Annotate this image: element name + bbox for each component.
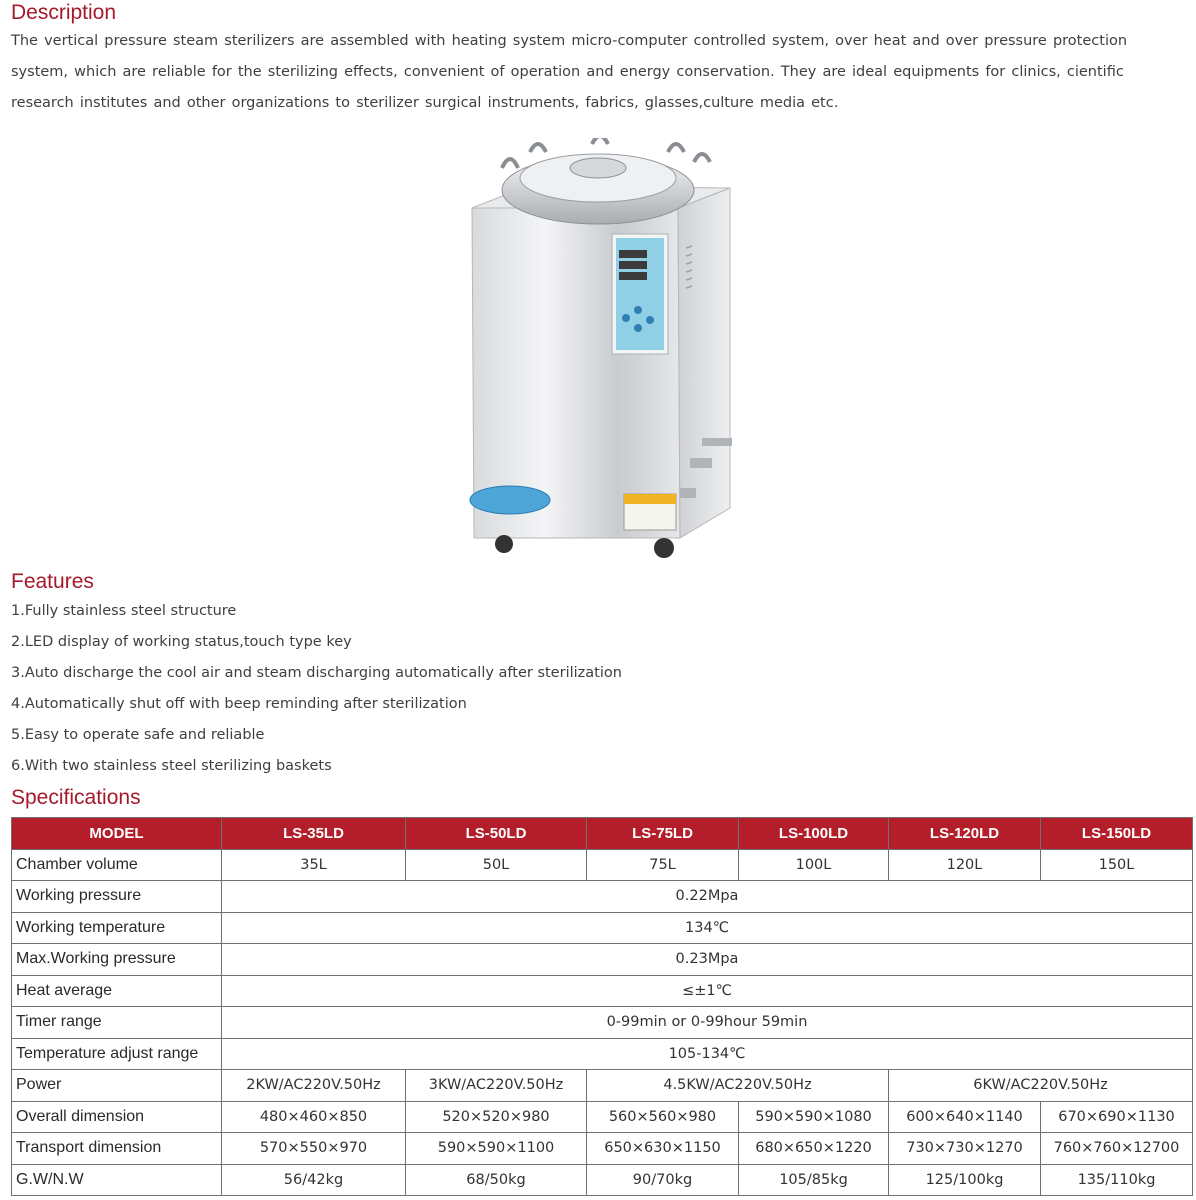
features-heading: Features	[11, 570, 94, 593]
table-cell: 90/70kg	[587, 1164, 739, 1196]
feature-item: 2.LED display of working status,touch type key	[11, 634, 352, 650]
header-cell: LS-150LD	[1041, 818, 1193, 850]
table-cell: 68/50kg	[406, 1164, 587, 1196]
header-cell: LS-75LD	[587, 818, 739, 850]
table-row	[12, 1133, 1193, 1165]
table-cell: 570×550×970	[222, 1133, 406, 1165]
table-cell: 600×640×1140	[889, 1101, 1041, 1133]
row-label: Temperature adjust range	[12, 1038, 222, 1070]
table-cell: 0.22Mpa	[222, 881, 1193, 913]
description-heading: Description	[11, 1, 117, 24]
table-cell: 0.23Mpa	[222, 944, 1193, 976]
table-row	[12, 849, 1193, 881]
table-cell: 590×590×1100	[406, 1133, 587, 1165]
table-cell: 50L	[406, 849, 587, 881]
row-label: Transport dimension	[12, 1133, 222, 1165]
table-row	[12, 881, 1193, 913]
table-cell: 35L	[222, 849, 406, 881]
table-cell: 105-134℃	[222, 1038, 1193, 1070]
table-cell: 680×650×1220	[739, 1133, 889, 1165]
table-header-row	[12, 818, 1193, 850]
table-row	[12, 975, 1193, 1007]
feature-item: 3.Auto discharge the cool air and steam discharging automatically after sterilization	[11, 665, 622, 681]
features-list	[11, 596, 622, 782]
table-cell: 4.5KW/AC220V.50Hz	[587, 1070, 889, 1102]
table-cell: 56/42kg	[222, 1164, 406, 1196]
table-cell: 3KW/AC220V.50Hz	[406, 1070, 587, 1102]
table-cell: 560×560×980	[587, 1101, 739, 1133]
table-cell: 120L	[889, 849, 1041, 881]
feature-item: 1.Fully stainless steel structure	[11, 603, 237, 619]
table-row	[12, 1070, 1193, 1102]
table-cell: 6KW/AC220V.50Hz	[889, 1070, 1193, 1102]
header-cell: LS-35LD	[222, 818, 406, 850]
row-label: Timer range	[12, 1007, 222, 1039]
row-label: Power	[12, 1070, 222, 1102]
header-cell: LS-120LD	[889, 818, 1041, 850]
table-row	[12, 1164, 1193, 1196]
header-cell: MODEL	[12, 818, 222, 850]
specifications-table	[11, 817, 1193, 1196]
table-cell: 730×730×1270	[889, 1133, 1041, 1165]
description-line: research institutes and other organizations to sterilizer surgical instruments, fabrics, glasses,culture media etc.	[11, 95, 839, 111]
table-cell: 590×590×1080	[739, 1101, 889, 1133]
table-cell: ≤±1℃	[222, 975, 1193, 1007]
row-label: Working pressure	[12, 881, 222, 913]
specifications-heading: Specifications	[11, 786, 141, 809]
table-row	[12, 912, 1193, 944]
table-cell: 650×630×1150	[587, 1133, 739, 1165]
table-cell: 520×520×980	[406, 1101, 587, 1133]
row-label: G.W/N.W	[12, 1164, 222, 1196]
feature-item: 5.Easy to operate safe and reliable	[11, 727, 265, 743]
header-cell: LS-100LD	[739, 818, 889, 850]
table-cell: 2KW/AC220V.50Hz	[222, 1070, 406, 1102]
table-cell: 480×460×850	[222, 1101, 406, 1133]
table-cell: 75L	[587, 849, 739, 881]
feature-item: 4.Automatically shut off with beep reminding after sterilization	[11, 696, 467, 712]
row-label: Max.Working pressure	[12, 944, 222, 976]
table-cell: 150L	[1041, 849, 1193, 881]
table-row	[12, 944, 1193, 976]
description-line: The vertical pressure steam sterilizers are assembled with heating system micro-computer controlled system, over heat and over pressure protection	[11, 33, 1128, 49]
description-line: system, which are reliable for the sterilizing effects, convenient of operation and energy conservation. They are ideal equipments for clinics, cientific	[11, 64, 1124, 80]
row-label: Heat average	[12, 975, 222, 1007]
table-cell: 125/100kg	[889, 1164, 1041, 1196]
table-cell: 760×760×12700	[1041, 1133, 1193, 1165]
feature-item: 6.With two stainless steel sterilizing baskets	[11, 758, 332, 774]
table-row	[12, 1101, 1193, 1133]
row-label: Chamber volume	[12, 849, 222, 881]
header-cell: LS-50LD	[406, 818, 587, 850]
table-cell: 670×690×1130	[1041, 1101, 1193, 1133]
table-cell: 0-99min or 0-99hour 59min	[222, 1007, 1193, 1039]
table-cell: 105/85kg	[739, 1164, 889, 1196]
row-label: Working temperature	[12, 912, 222, 944]
table-cell: 135/110kg	[1041, 1164, 1193, 1196]
table-row	[12, 1038, 1193, 1070]
table-cell: 100L	[739, 849, 889, 881]
table-cell: 134℃	[222, 912, 1193, 944]
table-row	[12, 1007, 1193, 1039]
sterilizer-product-image	[468, 138, 748, 560]
row-label: Overall dimension	[12, 1101, 222, 1133]
description-text	[11, 26, 1161, 119]
